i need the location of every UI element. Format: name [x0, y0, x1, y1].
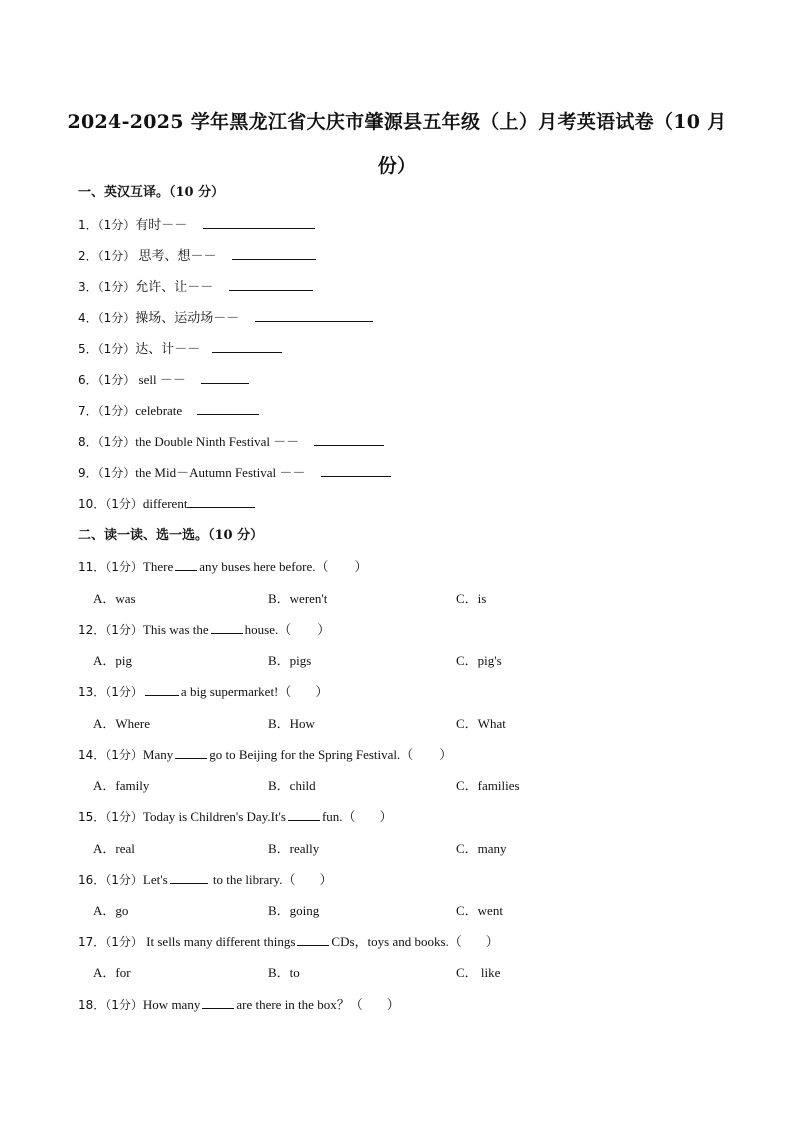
question-4: 4．（1分）操场、运动场－－ [78, 307, 373, 329]
question-14: 14．（1分）Many go to Beijing for the Spring Festival.（ ） [78, 747, 453, 762]
page-title [60, 100, 734, 188]
option-a[interactable]: A．family [93, 778, 150, 793]
option-b[interactable]: B．going [268, 903, 320, 918]
option-c[interactable]: C． like [456, 965, 501, 980]
option-b[interactable]: B．How [268, 716, 315, 731]
answer-blank[interactable] [203, 214, 315, 229]
question-5: 5．（1分）达、计－－ [78, 338, 282, 360]
answer-blank[interactable] [145, 683, 179, 696]
answer-blank[interactable] [202, 996, 234, 1009]
option-b[interactable]: B．pigs [268, 653, 312, 668]
answer-blank[interactable] [212, 338, 282, 353]
option-b[interactable]: B．weren't [268, 591, 328, 606]
option-a[interactable]: A．for [93, 965, 131, 980]
question-16: 16．（1分）Let's to the library.（ ） [78, 872, 333, 887]
answer-blank[interactable] [232, 245, 316, 260]
question-9: 9．（1分）the Mid－Autumn Festival －－ [78, 462, 391, 484]
section-1-heading: 一、英汉互译。（10 分） [78, 185, 225, 200]
question-6: 6．（1分） sell －－ [78, 369, 249, 391]
answer-blank[interactable] [255, 307, 373, 322]
question-12: 12．（1分）This was the house.（ ） [78, 622, 331, 637]
question-11: 11．（1分）There any buses here before.（ ） [78, 559, 368, 574]
option-a[interactable]: A．real [93, 841, 135, 856]
answer-blank[interactable] [321, 462, 391, 477]
option-c[interactable]: C．went [456, 903, 503, 918]
question-10: 10．（1分）different [78, 493, 255, 515]
title-line-1: 2024-2025 学年黑龙江省大庆市肇源县五年级（上）月考英语试卷（10 月 [67, 111, 727, 133]
option-c[interactable]: C．families [456, 778, 520, 793]
option-b[interactable]: B．to [268, 965, 300, 980]
option-b[interactable]: B．really [268, 841, 320, 856]
question-1: 1．（1分）有时－－ [78, 214, 315, 236]
answer-blank[interactable] [187, 493, 255, 508]
answer-blank[interactable] [197, 400, 259, 415]
question-15: 15．（1分）Today is Children's Day.It's fun.（ ） [78, 809, 393, 824]
option-c[interactable]: C．many [456, 841, 507, 856]
question-2: 2．（1分） 思考、想－－ [78, 245, 316, 267]
question-7: 7．（1分）celebrate [78, 400, 259, 422]
question-18: 18．（1分）How many are there in the box？（ ） [78, 997, 400, 1012]
option-a[interactable]: A．go [93, 903, 129, 918]
option-c[interactable]: C．pig's [456, 653, 502, 668]
option-c[interactable]: C．is [456, 591, 487, 606]
answer-blank[interactable] [201, 369, 249, 384]
option-a[interactable]: A．was [93, 591, 136, 606]
answer-blank[interactable] [314, 431, 384, 446]
answer-blank[interactable] [229, 276, 313, 291]
question-13: 13．（1分） a big supermarket!（ ） [78, 684, 329, 699]
option-b[interactable]: B．child [268, 778, 316, 793]
answer-blank[interactable] [288, 808, 320, 821]
option-a[interactable]: A．Where [93, 716, 151, 731]
option-c[interactable]: C．What [456, 716, 506, 731]
question-3: 3．（1分）允许、让－－ [78, 276, 313, 298]
answer-blank[interactable] [175, 558, 197, 571]
answer-blank[interactable] [297, 933, 329, 946]
section-2-heading: 二、读一读、选一选。（10 分） [78, 528, 264, 543]
title-line-2: 份） [377, 155, 417, 177]
question-17: 17．（1分） It sells many different things CDs，toys and books.（ ） [78, 934, 499, 949]
answer-blank[interactable] [175, 746, 207, 759]
question-8: 8．（1分）the Double Ninth Festival －－ [78, 431, 384, 453]
answer-blank[interactable] [170, 871, 208, 884]
option-a[interactable]: A．pig [93, 653, 133, 668]
answer-blank[interactable] [211, 621, 243, 634]
